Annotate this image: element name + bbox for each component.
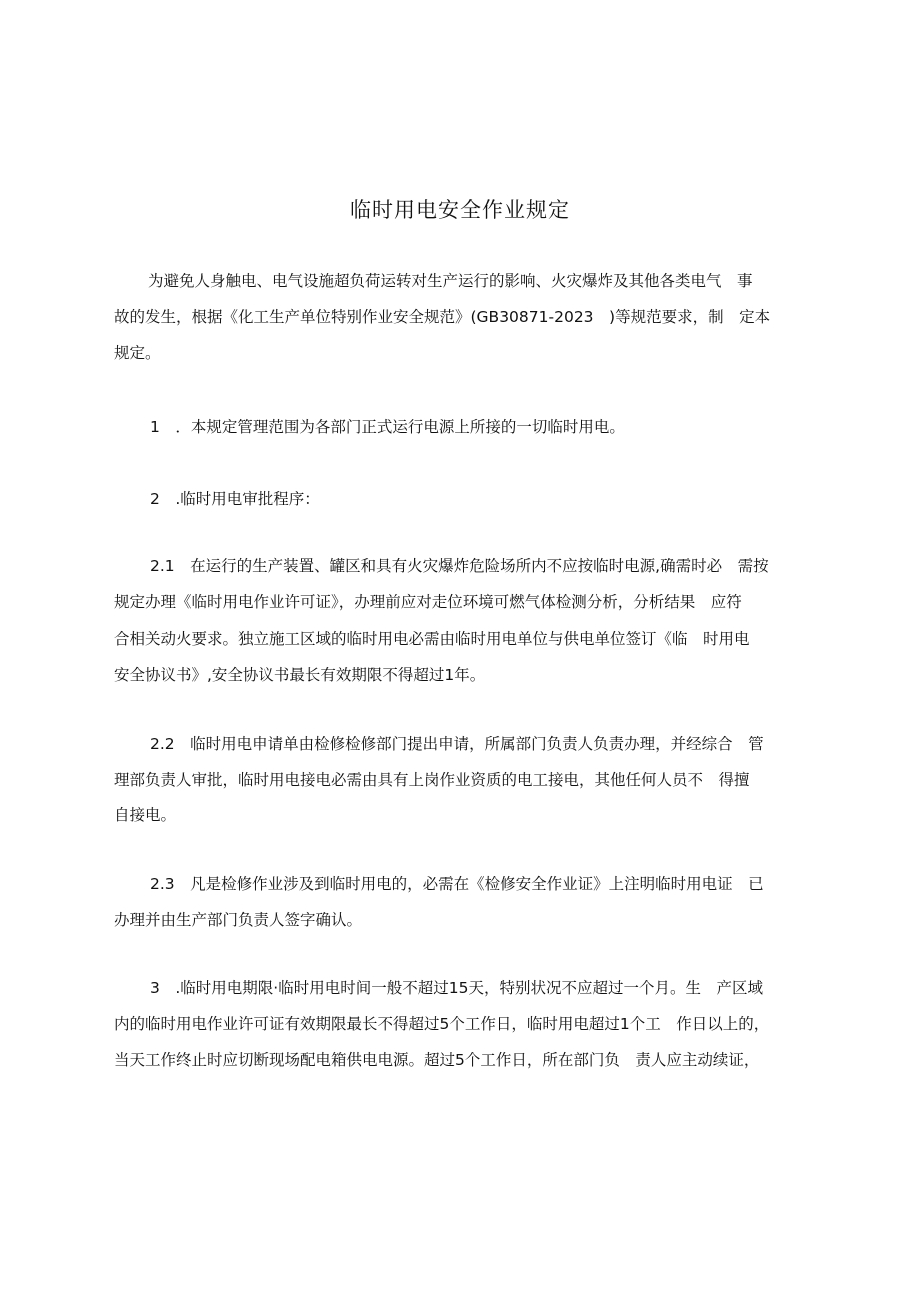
section-3-line: 内的临时用电作业许可证有效期限最长不得超过5个工作日，临时用电超过1个工 作日以上的，	[114, 1015, 770, 1033]
section-3-line: 当天工作终止时应切断现场配电箱供电电源。超过5个工作日，所在部门负 责人应主动续证，	[114, 1051, 760, 1069]
section-2-1-line: 合相关动火要求。独立施工区域的临时用电必需由临时用电单位与供电单位签订《临 时用电	[114, 630, 750, 648]
intro-line: 为避免人身触电、电气设施超负荷运转对生产运行的影响、火灾爆炸及其他各类电气 事	[148, 272, 753, 290]
section-3-line: 3 .临时用电期限·临时用电时间一般不超过15天，特别状况不应超过一个月。生 产区域	[150, 979, 763, 997]
section-2-2-line: 理部负责人审批，临时用电接电必需由具有上岗作业资质的电工接电，其他任何人员不 得擅	[114, 771, 750, 789]
section-2-2-line: 2.2 临时用电申请单由检修检修部门提出申请，所属部门负责人负责办理，并经综合 管	[150, 735, 764, 753]
intro-line: 规定。	[114, 344, 161, 362]
section-2-1-line: 规定办理《临时用电作业许可证》，办理前应对走位环境可燃气体检测分析，分析结果 应符	[114, 593, 742, 611]
section-2-line: 2 .临时用电审批程序：	[150, 490, 320, 508]
section-1-line: 1 ．本规定管理范围为各部门正式运行电源上所接的一切临时用电。	[150, 418, 625, 436]
document-title: 临时用电安全作业规定	[350, 198, 570, 222]
intro-line: 故的发生，根据《化工生产单位特别作业安全规范》(GB30871-2023 )等规范要求，制 定本	[114, 308, 771, 326]
section-2-3-line: 2.3 凡是检修作业涉及到临时用电的，必需在《检修安全作业证》上注明临时用电证 已	[150, 875, 764, 893]
section-2-1-line: 2.1 在运行的生产装置、罐区和具有火灾爆炸危险场所内不应按临时电源,确需时必 需按	[150, 557, 769, 575]
section-2-1-line: 安全协议书》,安全协议书最长有效期限不得超过1年。	[114, 666, 486, 684]
section-2-3-line: 办理并由生产部门负责人签字确认。	[114, 911, 363, 929]
section-2-2-line: 自接电。	[114, 806, 177, 824]
